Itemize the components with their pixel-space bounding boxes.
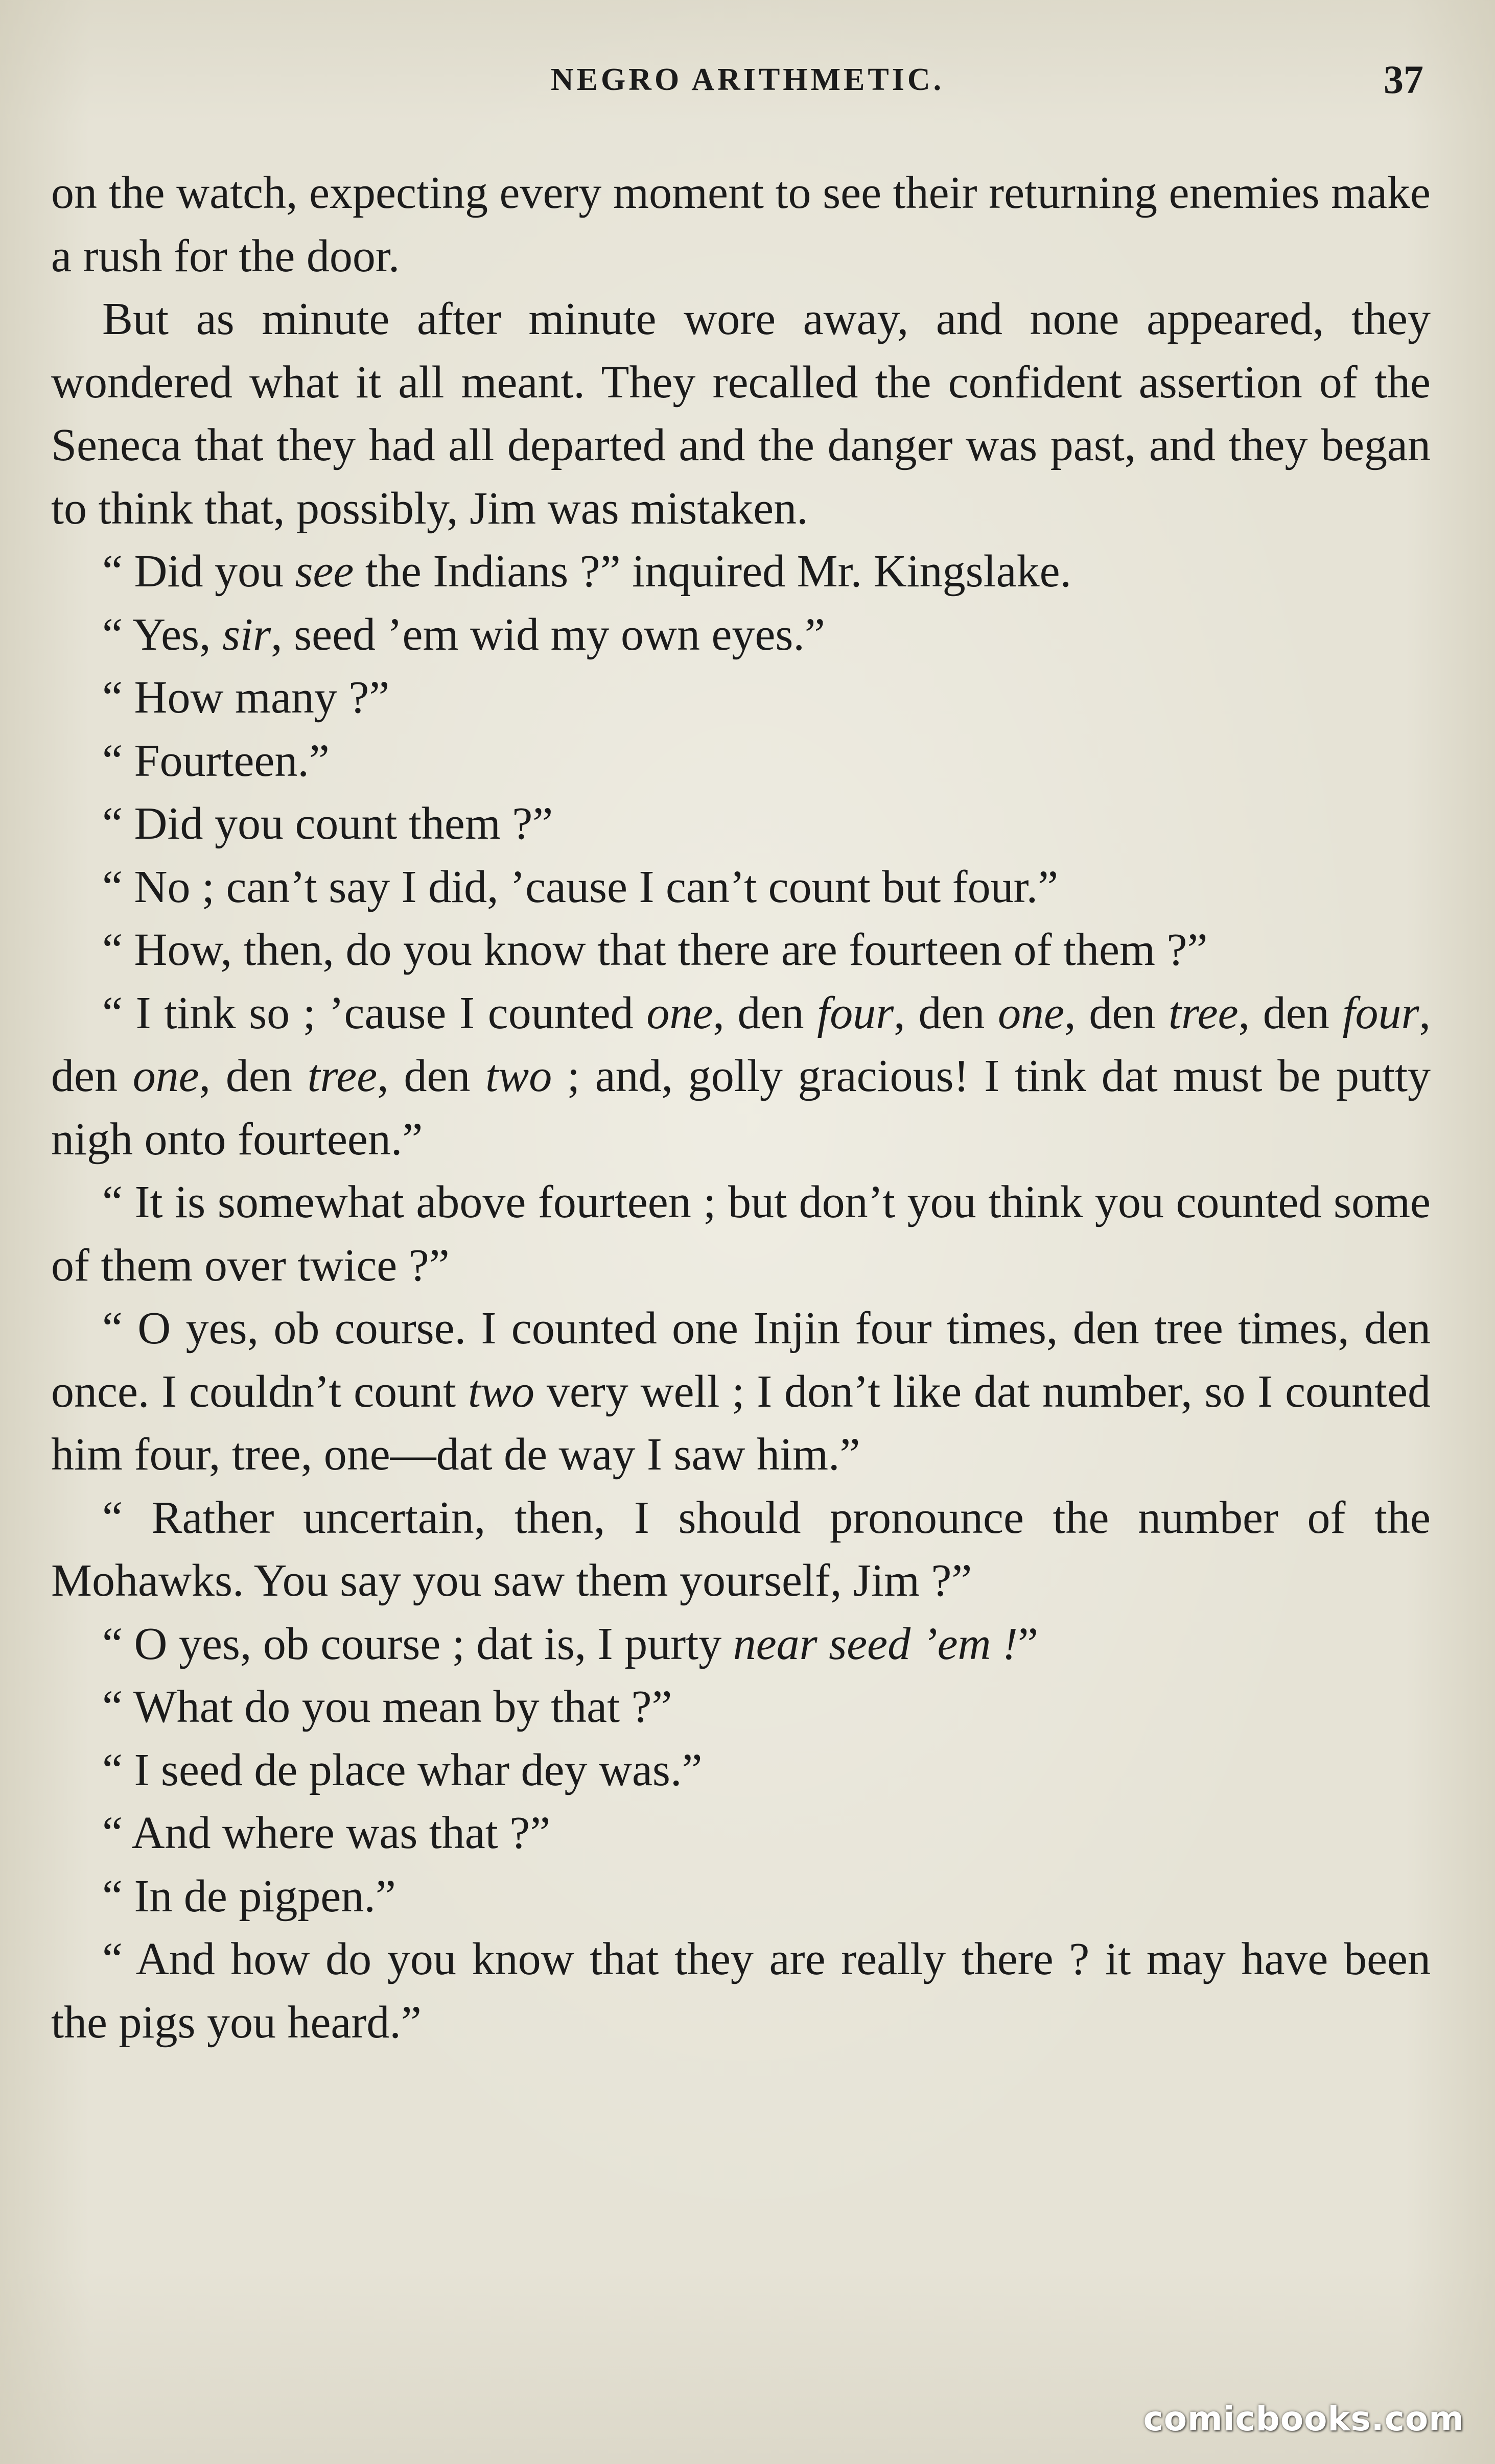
paragraph <box>51 666 1431 729</box>
paragraph-text: “ No ; can’t say I did, ’cause I can’t count but four.” <box>102 861 1059 912</box>
paragraph <box>51 1675 1431 1739</box>
paragraph-text: the Indians ?” inquired Mr. Kingslake. <box>354 546 1072 597</box>
paragraph-text: very well ; I don’t like dat number, so I counted him four, tree, one—dat de way I saw him.” <box>51 1366 1431 1480</box>
italic-text: tree <box>307 1051 378 1101</box>
paragraph <box>51 1171 1431 1297</box>
paragraph <box>51 161 1431 288</box>
italic-text: two <box>468 1366 534 1417</box>
paragraph-text: “ O yes, ob course. I counted one Injin four times, den tree times, den once. I couldn’t count <box>51 1303 1431 1417</box>
paragraph <box>51 603 1431 667</box>
paragraph <box>51 1739 1431 1802</box>
paragraph <box>51 1297 1431 1486</box>
paragraph <box>51 1802 1431 1865</box>
paragraph-text: “ How, then, do you know that there are fourteen of them ?” <box>102 925 1208 975</box>
italic-text: four <box>1342 987 1419 1038</box>
paragraph-text: “ Yes, <box>102 609 223 660</box>
paragraph <box>51 540 1431 603</box>
paragraph-text: , den <box>1064 987 1169 1038</box>
paragraph-text: , den <box>713 987 817 1038</box>
paragraph-text: “ O yes, ob course ; dat is, I purty <box>102 1618 733 1669</box>
italic-text: one <box>132 1051 199 1101</box>
paragraph-text: “ And where was that ?” <box>102 1808 551 1858</box>
running-head <box>0 49 1495 110</box>
paragraph-text: , den <box>51 987 1431 1101</box>
italic-text: sir <box>222 609 271 660</box>
paragraph-text: ; and, golly gracious! I tink dat must be putty nigh onto fourteen.” <box>51 1051 1431 1165</box>
paragraph-text: “ How many ?” <box>102 672 390 723</box>
paragraph-text: on the watch, expecting every moment to see their returning enemies make a rush for the door. <box>51 168 1431 281</box>
body-text <box>51 161 1431 2054</box>
paragraph-text: “ Rather uncertain, then, I should pronounce the number of the Mohawks. You say you saw them yourself, Jim ?” <box>51 1492 1431 1606</box>
paragraph-text: “ What do you mean by that ?” <box>102 1681 672 1732</box>
paragraph-text: “ Fourteen.” <box>102 735 330 786</box>
paragraph-text: “ Did you <box>102 546 295 597</box>
paragraph-text: , seed ’em wid my own eyes.” <box>271 609 825 660</box>
paragraph-text: , den <box>894 987 998 1038</box>
italic-text: one <box>998 987 1065 1038</box>
paragraph-text: “ I seed de place whar dey was.” <box>102 1744 703 1795</box>
paragraph-text: , den <box>377 1051 486 1101</box>
paragraph <box>51 792 1431 856</box>
paragraph <box>51 1486 1431 1613</box>
paragraph <box>51 288 1431 540</box>
paragraph <box>51 982 1431 1171</box>
italic-text: tree <box>1169 987 1239 1038</box>
paragraph <box>51 1865 1431 1928</box>
paragraph <box>51 1613 1431 1676</box>
italic-text: two <box>485 1051 552 1101</box>
paragraph-text: , den <box>1238 987 1343 1038</box>
paragraph-text: “ It is somewhat above fourteen ; but don’t you think you counted some of them over twice ?” <box>51 1177 1431 1291</box>
italic-text: near seed ’em ! <box>733 1618 1018 1669</box>
running-title: NEGRO ARITHMETIC. <box>550 62 945 97</box>
paragraph-text: “ And how do you know that they are really there ? it may have been the pigs you heard.” <box>51 1934 1431 2048</box>
paragraph-text: ” <box>1018 1618 1038 1669</box>
paragraph-text: , den <box>199 1051 308 1101</box>
paragraph-text: “ Did you count them ?” <box>102 798 553 849</box>
paragraph <box>51 729 1431 793</box>
paragraph <box>51 1928 1431 2054</box>
italic-text: see <box>295 546 354 597</box>
paragraph-text: “ In de pigpen.” <box>102 1870 396 1922</box>
paragraph <box>51 856 1431 919</box>
paragraph <box>51 918 1431 982</box>
watermark: comicbooks.com <box>1143 2399 1464 2438</box>
page-number: 37 <box>1384 57 1423 102</box>
italic-text: four <box>817 987 894 1038</box>
italic-text: one <box>646 987 713 1038</box>
paragraph-text: But as minute after minute wore away, and none appeared, they wondered what it all meant. They recalled the confident assertion of the Seneca that they had all departed and the danger was past, and they began to think that, possibly, Jim was mistaken. <box>51 294 1431 534</box>
paragraph-text: “ I tink so ; ’cause I counted <box>102 987 647 1038</box>
